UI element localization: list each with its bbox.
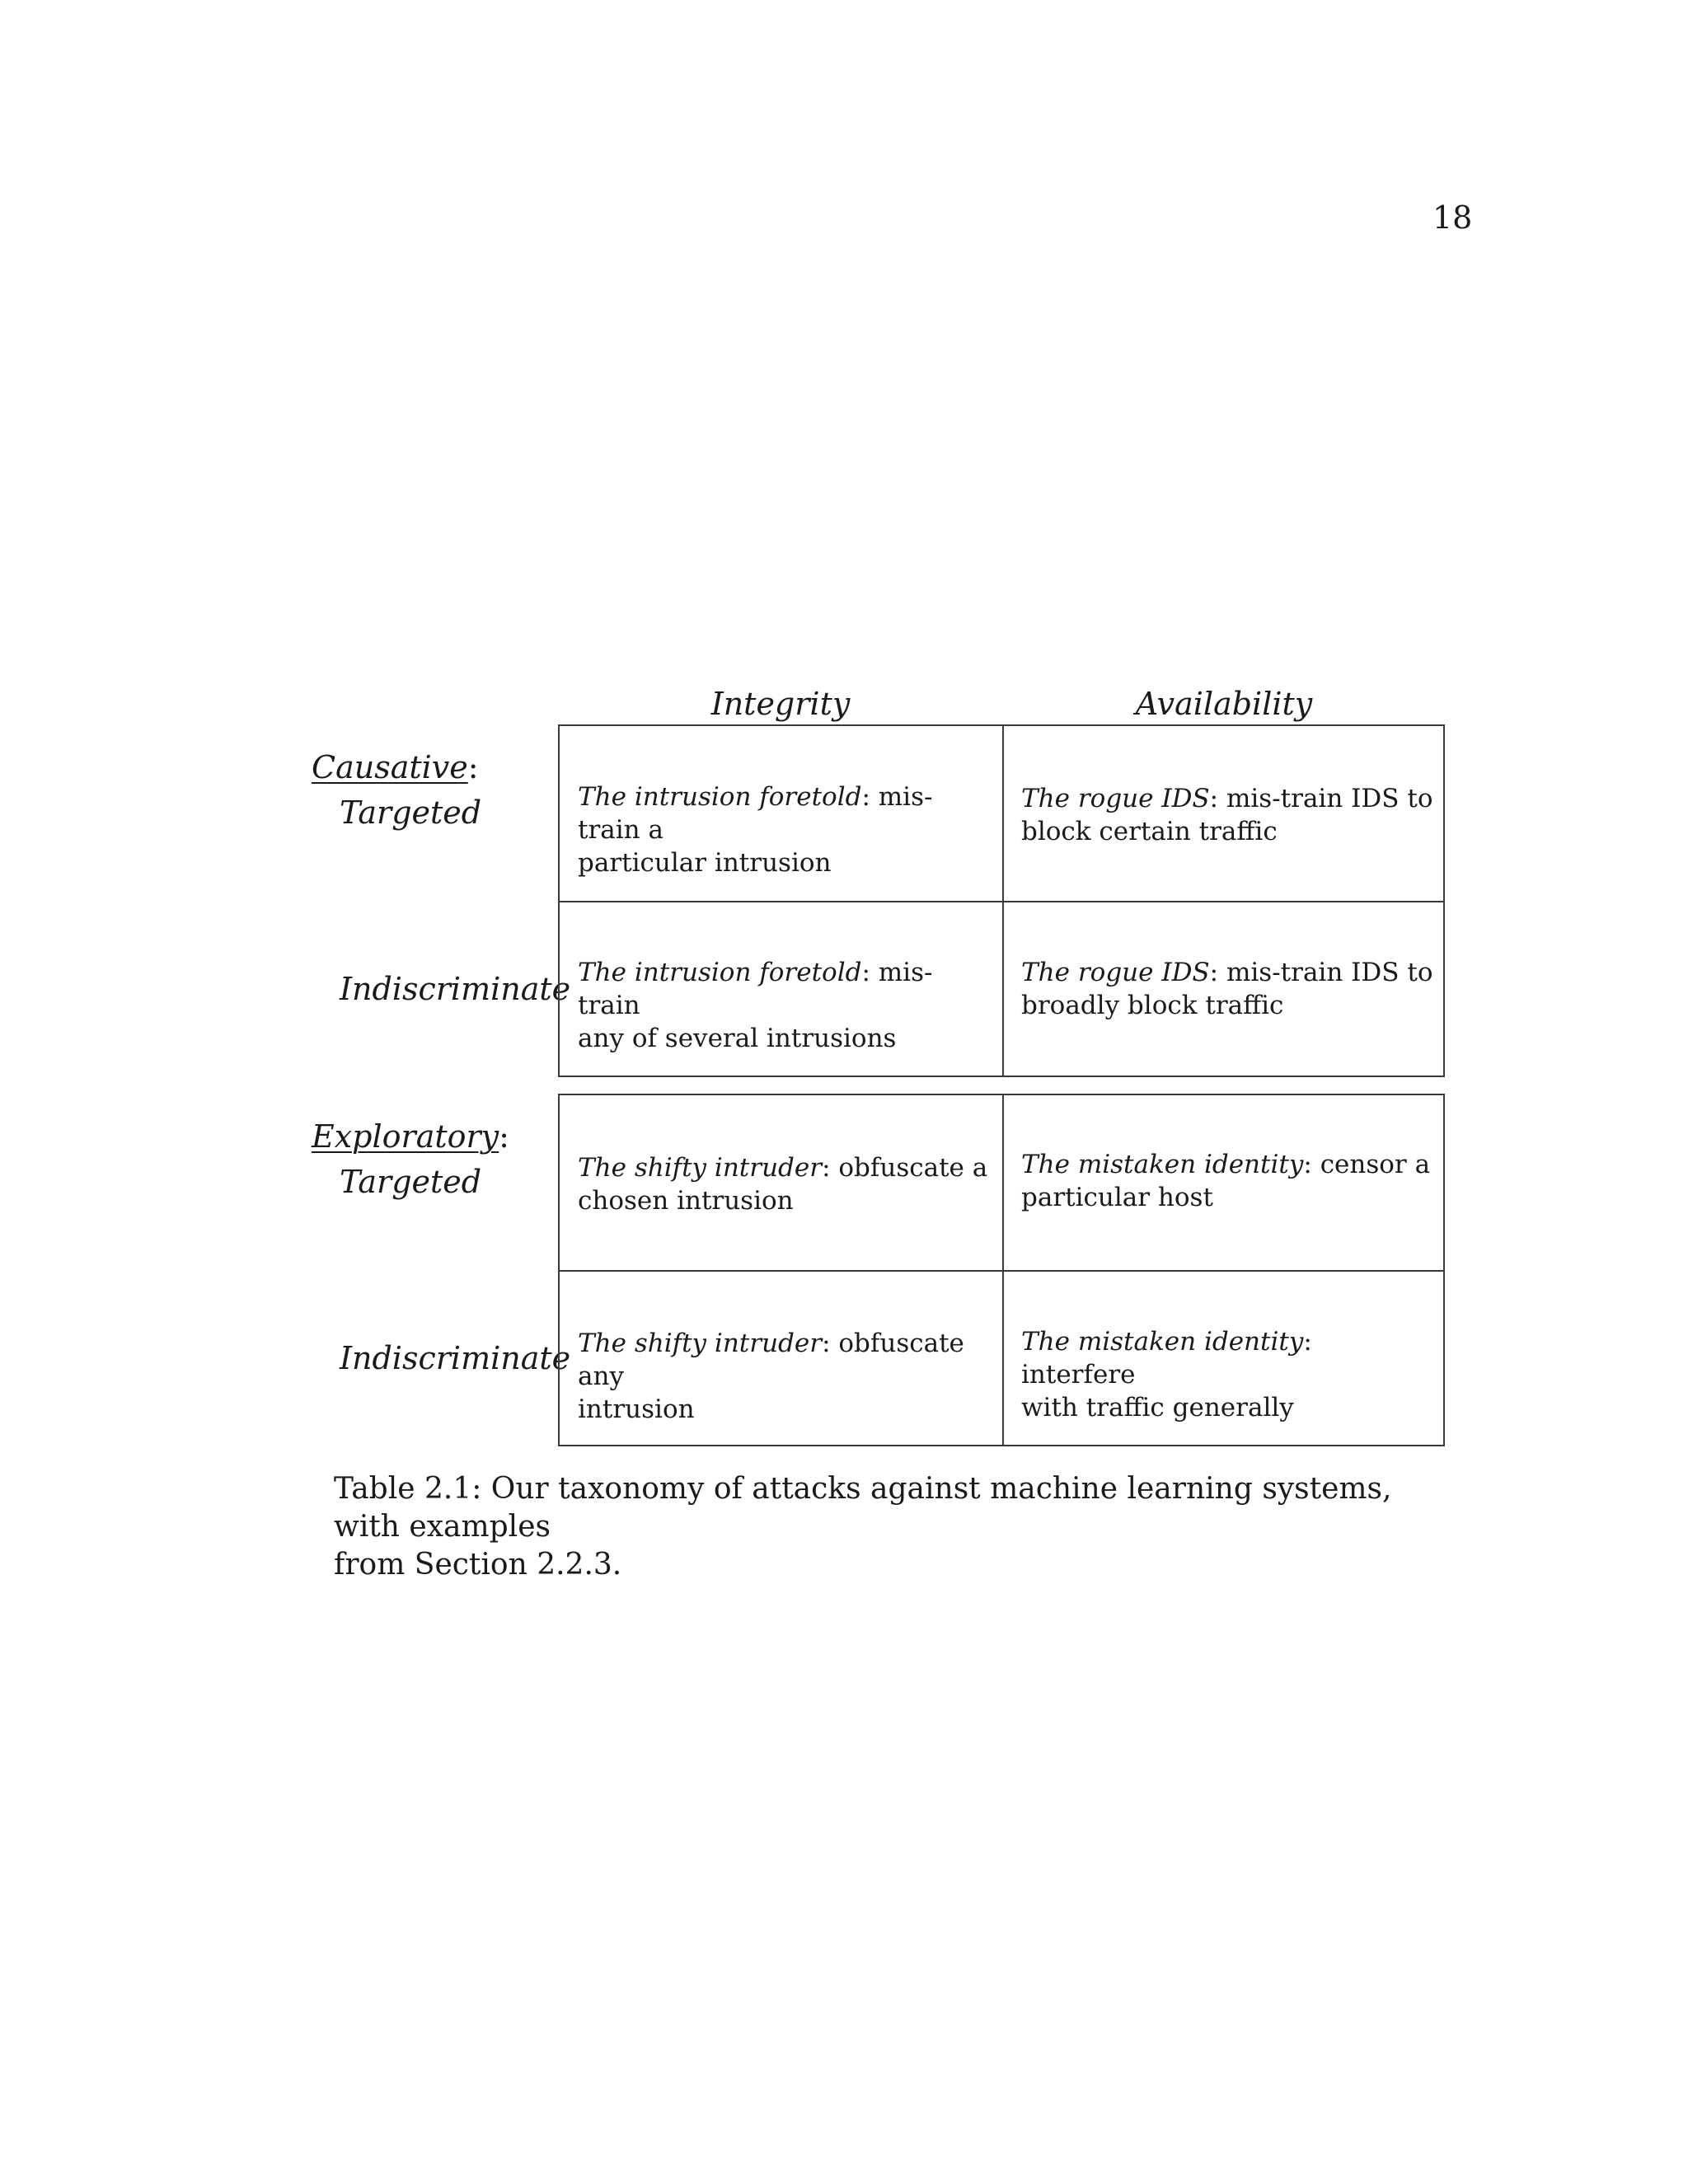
cell-text: mis-train IDS to [1226,784,1433,813]
cell-title: The intrusion foretold [578,782,862,812]
cell-text: obfuscate a [838,1153,988,1183]
cell-text: mis-train IDS to [1226,958,1433,987]
column-header-integrity: Integrity [710,686,851,722]
group-name: Causative [312,749,468,785]
row-label-causative-indiscriminate: Indiscriminate [340,971,571,1007]
caption-line: from Section 2.2.3. [334,1548,622,1582]
table-cell-causative-indiscriminate-integrity: The intrusion foretold: mis-train any of several intrusions [578,958,933,1053]
group-name: Exploratory [312,1118,499,1155]
cell-title: The mistaken identity [1021,1150,1304,1179]
caption-line: Table 2.1: Our taxonomy of attacks against machine learning systems, with examples [334,1472,1392,1544]
cell-text: broadly block traffic [1021,991,1284,1020]
grid-divider-horizontal [560,901,1443,902]
cell-title: The shifty intruder [578,1329,823,1358]
cell-text: with traffic generally [1021,1393,1294,1422]
cell-text: obfuscate any [578,1329,964,1391]
cell-text: interfere [1021,1360,1136,1390]
cell-text: intrusion [578,1394,695,1424]
table-cell-exploratory-indiscriminate-availability: The mistaken identity: interfere with traffic generally [1021,1327,1312,1422]
cell-title: The rogue IDS [1021,784,1210,813]
cell-text: any of several intrusions [578,1024,897,1053]
cell-title: The intrusion foretold [578,958,862,987]
page-number: 18 [1432,199,1473,236]
group-label-exploratory: Exploratory: [312,1118,509,1155]
cell-text: block certain traffic [1021,817,1278,846]
row-label-exploratory-targeted: Targeted [340,1164,482,1200]
cell-text: particular intrusion [578,848,832,878]
cell-text: particular host [1021,1183,1213,1212]
cell-text: chosen intrusion [578,1186,794,1216]
table-cell-causative-targeted-integrity: The intrusion foretold: mis-train a particular intrusion [578,782,933,878]
cell-text: censor a [1320,1150,1431,1179]
group-label-causative: Causative: [312,749,479,785]
cell-text: mis-train [578,958,933,1020]
table-cell-causative-targeted-availability: The rogue IDS: mis-train IDS to block certain traffic [1021,784,1433,846]
cell-title: The mistaken identity [1021,1327,1304,1357]
grid-divider-horizontal [560,1270,1443,1272]
taxonomy-grid-causative [558,724,1445,1077]
cell-title: The rogue IDS [1021,958,1210,987]
cell-text: mis-train a [578,782,933,845]
column-header-availability: Availability [1135,686,1313,722]
table-cell-exploratory-targeted-availability: The mistaken identity: censor a particular host [1021,1150,1431,1212]
table-cell-exploratory-indiscriminate-integrity: The shifty intruder: obfuscate any intrusion [578,1329,964,1424]
row-label-exploratory-indiscriminate: Indiscriminate [340,1340,571,1376]
taxonomy-grid-exploratory [558,1094,1445,1446]
table-cell-exploratory-targeted-integrity: The shifty intruder: obfuscate a chosen intrusion [578,1153,988,1216]
row-label-causative-targeted: Targeted [340,794,482,831]
cell-title: The shifty intruder [578,1153,823,1183]
table-cell-causative-indiscriminate-availability: The rogue IDS: mis-train IDS to broadly block traffic [1021,958,1433,1020]
table-caption [334,1470,1447,1584]
